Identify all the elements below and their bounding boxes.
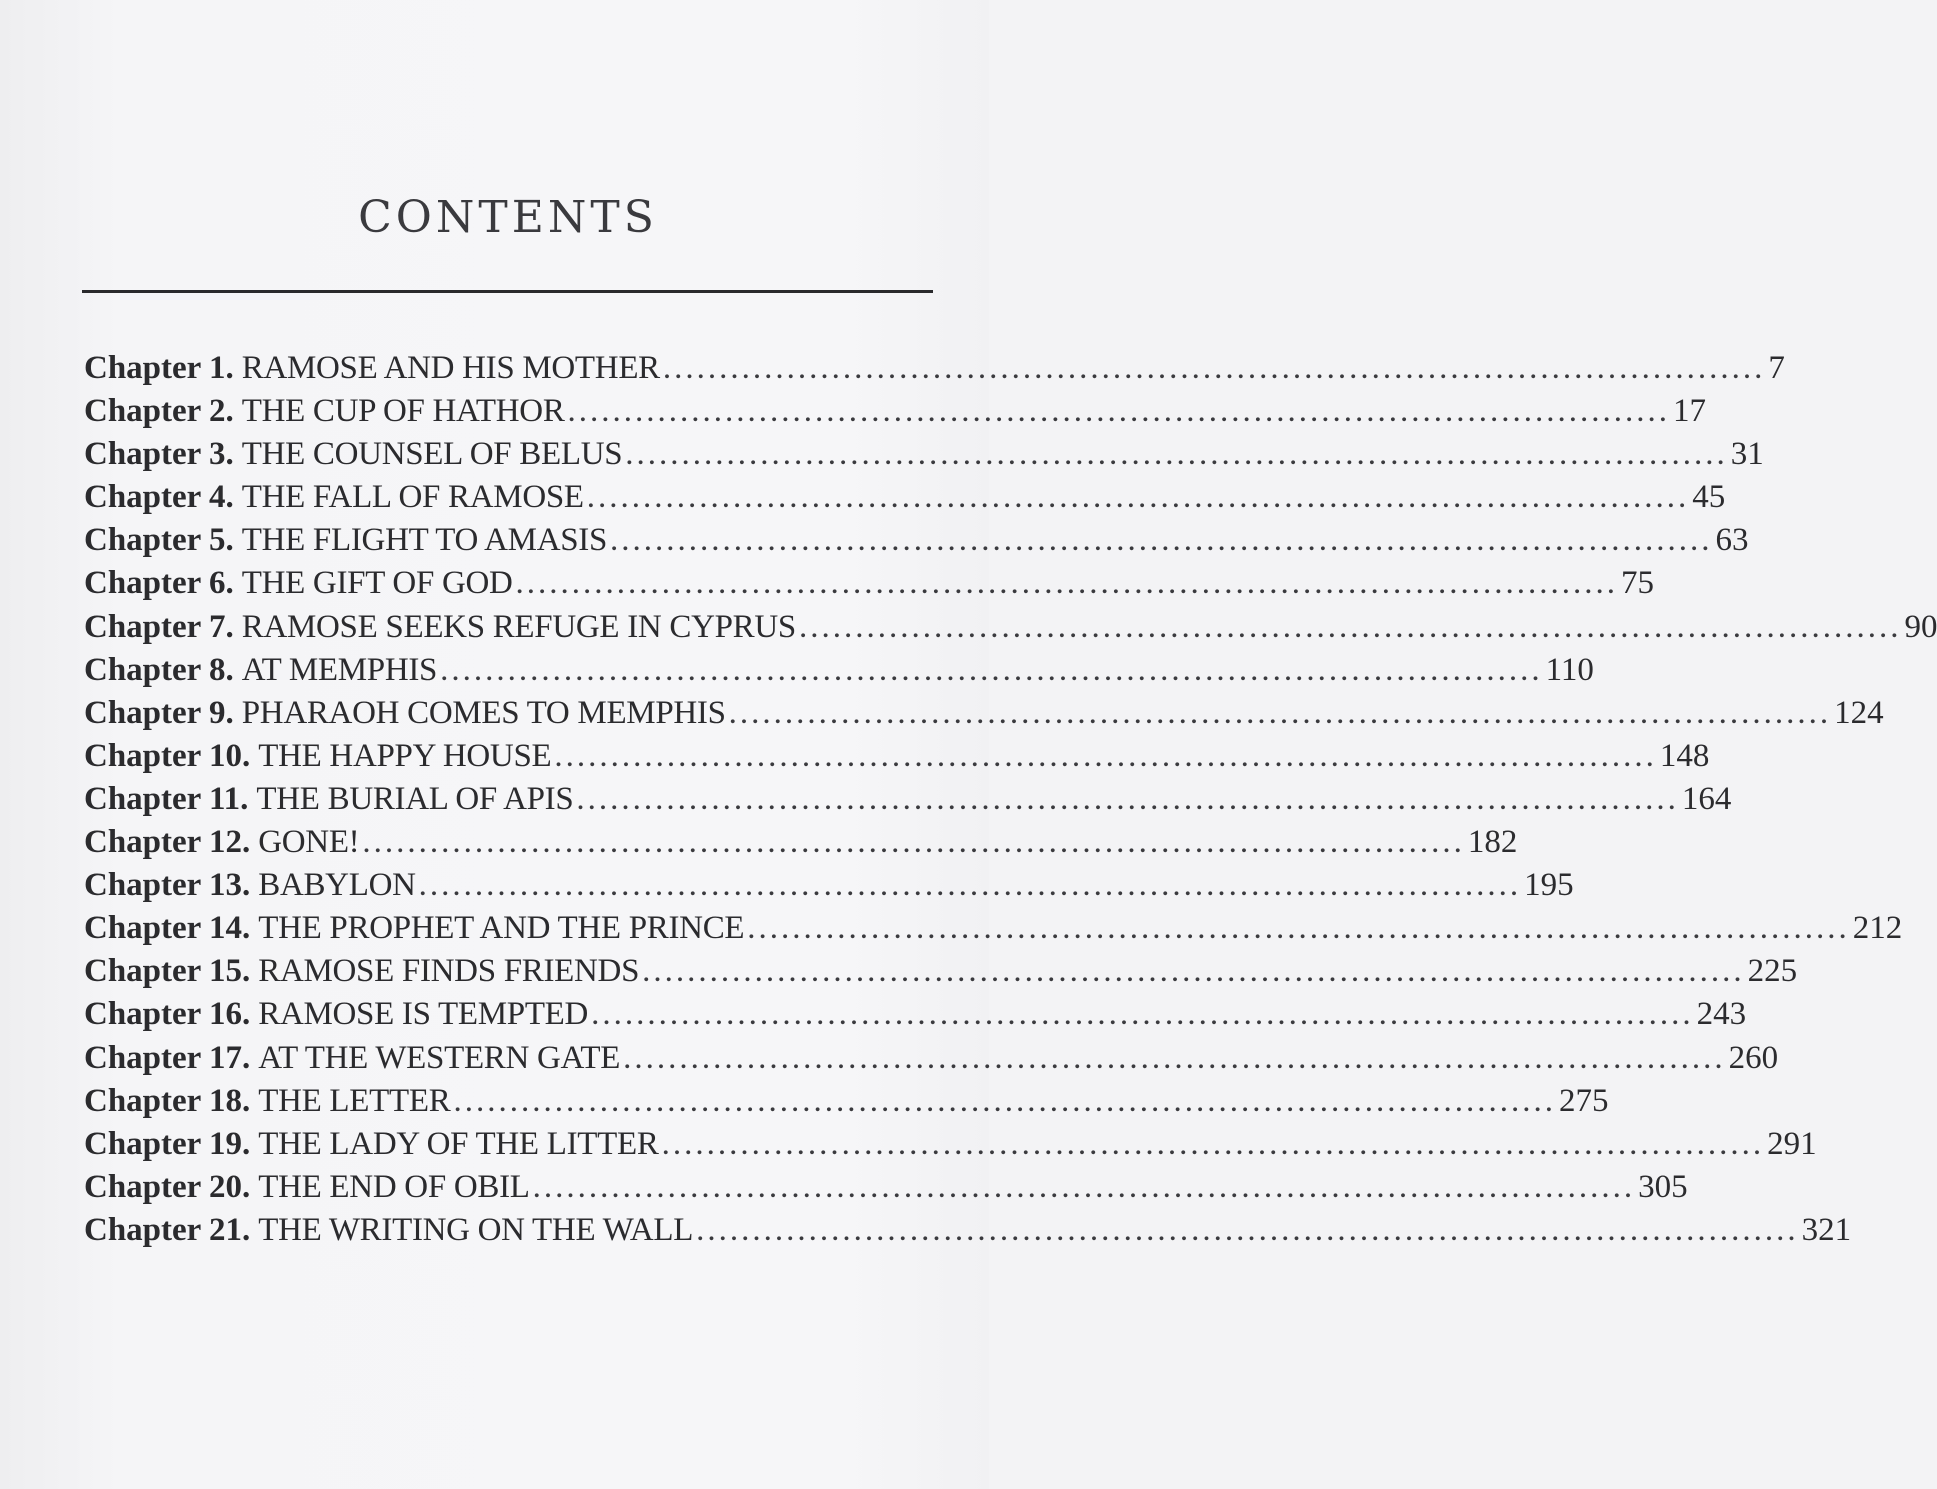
dot-leader: .................................................................................................. [362,824,1465,861]
chapter-title: PHARAOH COMES TO MEMPHIS [241,694,726,731]
dot-leader: .................................................................................................. [418,867,1522,904]
chapter-title: THE HAPPY HOUSE [258,737,552,774]
chapter-label: Chapter 3. [84,436,234,473]
page-number: 291 [1767,1125,1817,1162]
table-of-contents [84,347,1937,1252]
page-number: 195 [1524,867,1574,904]
chapter-title: RAMOSE AND HIS MOTHER [241,350,660,386]
chapter-label: Chapter 1. [84,350,234,386]
page-number: 275 [1558,1082,1609,1119]
title-divider [82,290,933,293]
chapter-label: Chapter 16. [84,996,251,1033]
chapter-title: RAMOSE IS TEMPTED [258,996,589,1033]
page-number: 110 [1545,651,1594,688]
chapter-label: Chapter 20. [84,1168,251,1205]
dot-leader: .................................................................................................. [625,436,1728,473]
page-number: 225 [1747,953,1798,990]
page-number: 321 [1801,1211,1852,1248]
chapter-title: RAMOSE FINDS FRIENDS [258,953,640,990]
chapter-label: Chapter 8. [84,651,234,688]
chapter-label: Chapter 7. [84,608,234,645]
dot-leader: .................................................................................................. [610,522,1713,559]
page-number: 182 [1467,824,1518,861]
chapter-title: BABYLON [258,867,416,904]
dot-leader: .................................................................................................. [591,996,1694,1033]
page-title: CONTENTS [358,192,658,243]
toc-entry [84,692,1884,735]
chapter-title: THE WRITING ON THE WALL [258,1211,694,1248]
dot-leader: .................................................................................................. [728,694,1832,731]
chapter-label: Chapter 4. [84,479,234,516]
page-number: 305 [1638,1168,1688,1205]
chapter-title: GONE! [258,824,360,861]
chapter-label: Chapter 18. [84,1082,251,1119]
toc-entry [84,907,1903,950]
chapter-label: Chapter 11. [84,780,249,817]
page-number: 260 [1728,1039,1779,1076]
chapter-title: THE LADY OF THE LITTER [258,1125,659,1162]
chapter-title: THE BURIAL OF APIS [256,780,574,817]
page-number: 7 [1768,350,1785,386]
dot-leader: .................................................................................................. [554,737,1657,774]
dot-leader: .................................................................................................. [515,565,1619,602]
toc-entry [84,562,1655,605]
toc-entry [84,950,1798,993]
toc-entry [84,993,1747,1036]
chapter-label: Chapter 17. [84,1039,251,1076]
page-number: 243 [1696,996,1747,1033]
chapter-label: Chapter 13. [84,867,251,904]
toc-entry [84,606,1937,649]
page-number: 164 [1681,780,1732,817]
chapter-label: Chapter 21. [84,1211,251,1248]
toc-entry [84,433,1764,476]
toc-entry [84,1166,1688,1209]
dot-leader: .................................................................................................. [747,910,1850,947]
dot-leader: .................................................................................................. [661,1125,1765,1162]
toc-entry [84,821,1518,864]
page-number: 63 [1715,522,1749,559]
chapter-label: Chapter 10. [84,737,251,774]
chapter-title: THE COUNSEL OF BELUS [241,436,623,473]
page-number: 90 [1904,608,1937,645]
dot-leader: .................................................................................................. [798,608,1902,645]
chapter-title: THE CUP OF HATHOR [241,393,565,430]
chapter-title: THE LETTER [258,1082,451,1119]
chapter-title: AT THE WESTERN GATE [258,1039,621,1076]
dot-leader: .................................................................................................. [440,651,1543,688]
dot-leader: .................................................................................................. [532,1168,1636,1205]
toc-entry [84,735,1710,778]
chapter-title: AT MEMPHIS [241,651,438,688]
page-number: 17 [1673,393,1707,430]
chapter-title: THE END OF OBIL [258,1168,530,1205]
dot-leader: .................................................................................................. [642,953,1745,990]
toc-entry [84,778,1732,821]
toc-entry [84,1123,1817,1166]
chapter-title: RAMOSE SEEKS REFUGE IN CYPRUS [241,608,796,645]
chapter-label: Chapter 5. [84,522,234,559]
dot-leader: .................................................................................................. [567,393,1671,430]
dot-leader: .................................................................................................. [623,1039,1726,1076]
dot-leader: .................................................................................................. [453,1082,1556,1119]
page-number: 148 [1659,737,1710,774]
dot-leader: .................................................................................................. [586,479,1690,516]
dot-leader: .................................................................................................. [696,1211,1799,1248]
chapter-label: Chapter 15. [84,953,251,990]
chapter-label: Chapter 6. [84,565,234,602]
chapter-title: THE FALL OF RAMOSE [241,479,584,516]
toc-entry [84,1080,1609,1123]
toc-entry [84,476,1726,519]
toc-entry [84,649,1594,692]
page-number: 124 [1834,694,1884,731]
page-number: 31 [1730,436,1764,473]
toc-entry [84,1209,1852,1252]
toc-entry [84,347,1785,390]
chapter-title: THE PROPHET AND THE PRINCE [258,910,745,947]
chapter-label: Chapter 14. [84,910,251,947]
toc-entry [84,519,1749,562]
toc-entry [84,1037,1779,1080]
chapter-label: Chapter 2. [84,393,234,430]
chapter-label: Chapter 19. [84,1125,251,1162]
chapter-label: Chapter 9. [84,694,234,731]
page-number: 45 [1692,479,1726,516]
dot-leader: .................................................................................................. [576,780,1679,817]
chapter-title: THE GIFT OF GOD [241,565,513,602]
dot-leader: .................................................................................................. [662,350,1766,386]
toc-entry [84,864,1574,907]
chapter-title: THE FLIGHT TO AMASIS [241,522,608,559]
chapter-label: Chapter 12. [84,824,251,861]
page-number: 212 [1852,910,1903,947]
page-number: 75 [1621,565,1655,602]
toc-entry [84,390,1707,433]
